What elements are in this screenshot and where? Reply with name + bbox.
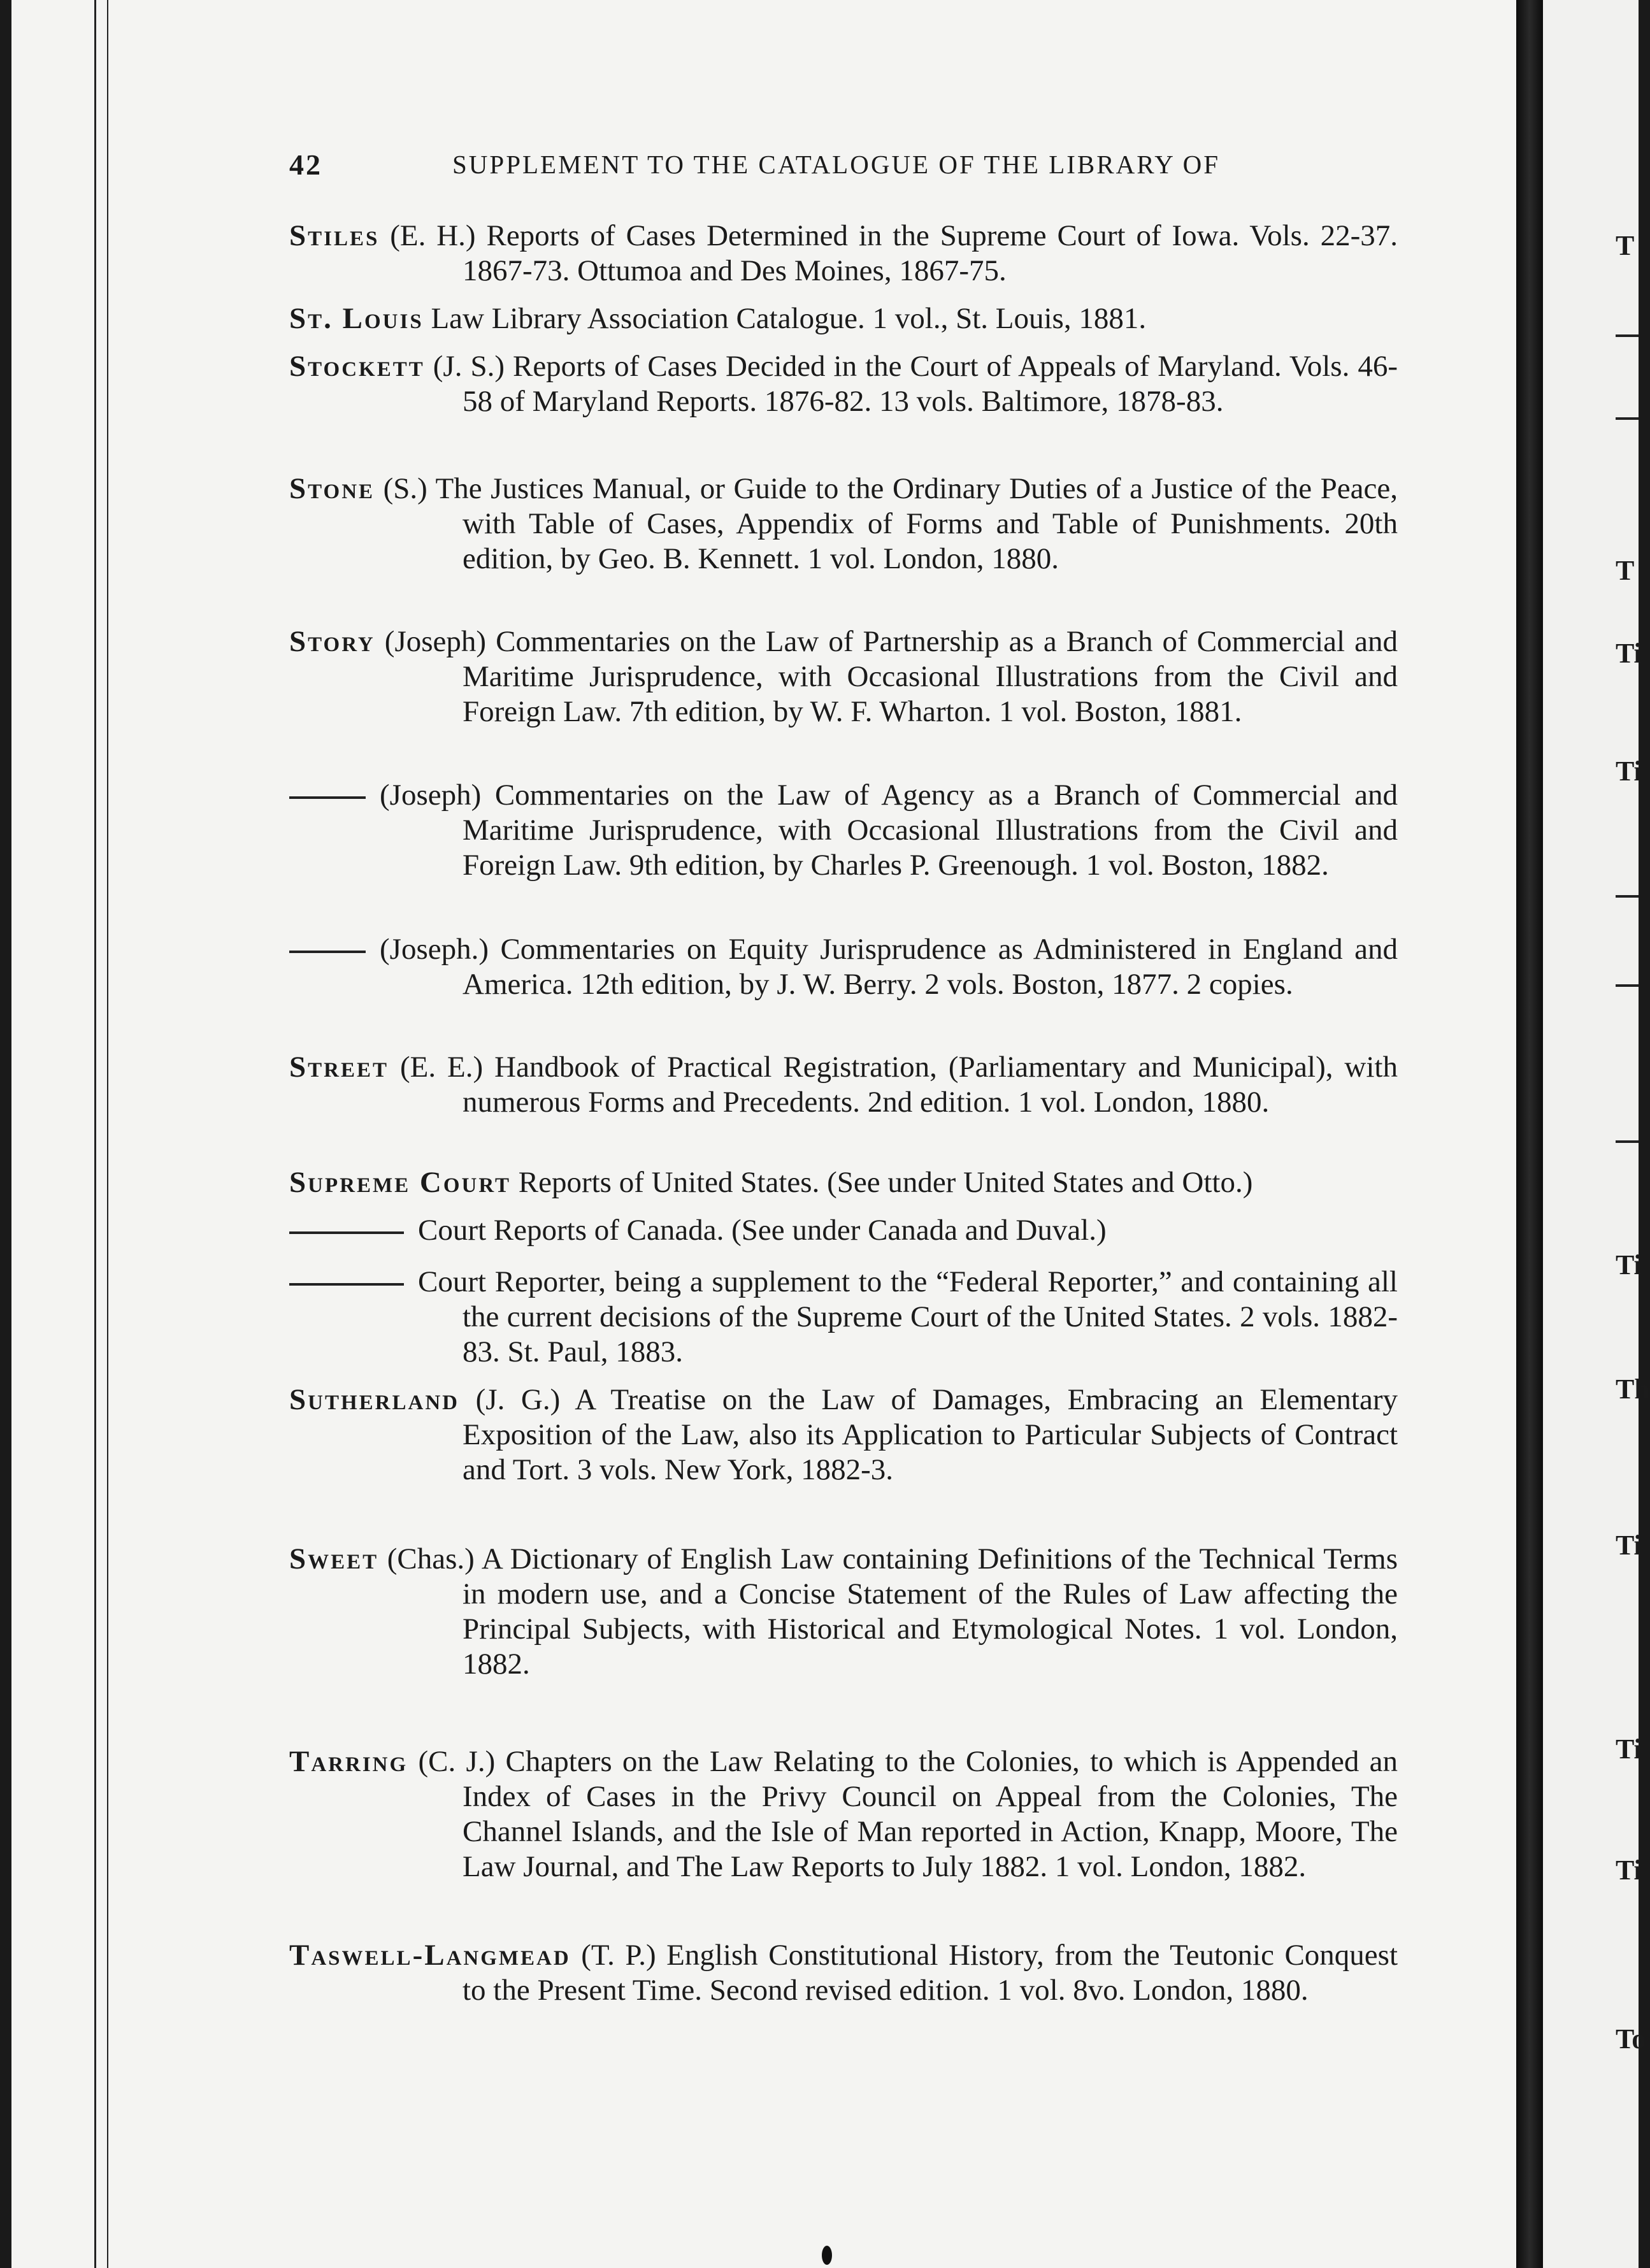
catalogue-entry bbox=[289, 1938, 1398, 2008]
facing-page-fragment: Ti bbox=[1616, 1530, 1642, 1561]
entry-text: Court Reporter, being a supplement to the “Federal Reporter,” and containing all the current decisions of the Supreme Court of the United States. 2 vols. 1882-83. St. Paul, 1883. bbox=[418, 1265, 1398, 1368]
facing-page-fragment: Ti bbox=[1616, 1855, 1642, 1886]
entry-text: (S.) The Justices Manual, or Guide to the Ordinary Duties of a Justice of the Peace, with Table of Cases, Appendix of Forms and Table of Punishments. 20th edition, by Geo. B. Kennett. 1 vol. London, 1880. bbox=[375, 472, 1398, 575]
facing-page-rule bbox=[1616, 1140, 1639, 1143]
catalogue-entry bbox=[289, 624, 1398, 729]
facing-page-fragment: Th bbox=[1616, 1374, 1650, 1405]
ink-smudge bbox=[822, 2246, 832, 2265]
page-edge-line bbox=[94, 0, 96, 2268]
facing-page-fragment: Ti bbox=[1616, 638, 1642, 669]
catalogue-entry bbox=[289, 1050, 1398, 1120]
entry-head: Story bbox=[289, 625, 375, 658]
catalogue-entry bbox=[289, 1213, 1398, 1248]
facing-page-fragment: Ti bbox=[1616, 1733, 1642, 1765]
entry-text: Reports of United States. (See under United States and Otto.) bbox=[511, 1166, 1253, 1199]
entry-text: (Joseph.) Commentaries on Equity Jurisprudence as Administered in England and America. 12th edition, by J. W. Berry. 2 vols. Boston, 1877. 2 copies. bbox=[380, 933, 1398, 1001]
entry-text: Law Library Association Catalogue. 1 vol., St. Louis, 1881. bbox=[423, 302, 1147, 335]
entry-head: Taswell-Langmead bbox=[289, 1939, 571, 1972]
facing-page-fragment: Ti bbox=[1616, 756, 1642, 787]
ditto-dash bbox=[289, 1231, 404, 1234]
entry-text: Court Reports of Canada. (See under Canada and Duval.) bbox=[418, 1214, 1107, 1247]
entry-text: (Joseph) Commentaries on the Law of Agency as a Branch of Commercial and Maritime Jurisprudence, with Occasional Illustrations from the Civil and Foreign Law. 9th edition, by Charles P. Greenough. 1 vol. Boston, 1882. bbox=[380, 779, 1398, 882]
ditto-dash bbox=[289, 1283, 404, 1286]
facing-page-fragment: T bbox=[1616, 230, 1635, 261]
ditto-dash bbox=[289, 951, 366, 953]
catalogue-entry bbox=[289, 1265, 1398, 1370]
ditto-dash bbox=[289, 796, 366, 799]
facing-page-rule bbox=[1616, 895, 1639, 898]
entry-head: St. Louis bbox=[289, 302, 424, 335]
catalogue-entry bbox=[289, 301, 1398, 336]
page-edge-line bbox=[107, 0, 108, 2268]
catalogue-entry bbox=[289, 1382, 1398, 1488]
catalogue-entry bbox=[289, 1542, 1398, 1682]
entry-head: Tarring bbox=[289, 1745, 408, 1778]
catalogue-entry bbox=[289, 1744, 1398, 1884]
entry-text: (E. E.) Handbook of Practical Registration, (Parliamentary and Municipal), with numerous Forms and Precedents. 2nd edition. 1 vol. London, 1880. bbox=[389, 1051, 1398, 1119]
entry-text: (J. S.) Reports of Cases Decided in the Court of Appeals of Maryland. Vols. 46-58 of Maryland Reports. 1876-82. 13 vols. Baltimore, 1878-83. bbox=[424, 350, 1398, 418]
entry-text: (Joseph) Commentaries on the Law of Partnership as a Branch of Commercial and Maritime Jurisprudence, with Occasional Illustrations from the Civil and Foreign Law. 7th edition, by W. F. Wharton. 1 vol. Boston, 1881. bbox=[375, 625, 1398, 728]
entry-head: Supreme Court bbox=[289, 1166, 512, 1199]
catalogue-entry bbox=[289, 471, 1398, 577]
facing-page-fragment: Ti bbox=[1616, 1249, 1642, 1281]
catalogue-entry bbox=[289, 349, 1398, 419]
running-head: SUPPLEMENT TO THE CATALOGUE OF THE LIBRARY OF bbox=[452, 150, 1221, 179]
entry-head: Street bbox=[289, 1051, 389, 1084]
facing-page-fragment: T bbox=[1616, 555, 1635, 586]
book-gutter bbox=[1516, 0, 1543, 2268]
catalogue-page bbox=[11, 0, 1516, 2268]
entry-text: (E. H.) Reports of Cases Determined in the Supreme Court of Iowa. Vols. 22-37. 1867-73. Ottumoa and Des Moines, 1867-75. bbox=[379, 219, 1398, 287]
catalogue-entry bbox=[289, 1165, 1398, 1200]
entry-text: (T. P.) English Constitutional History, from the Teutonic Conquest to the Present Time. Second revised edition. 1 vol. 8vo. London, 1880. bbox=[463, 1939, 1398, 2007]
facing-page-rule bbox=[1616, 334, 1639, 337]
entry-head: Stone bbox=[289, 472, 375, 505]
entry-head: Stockett bbox=[289, 350, 425, 383]
entry-head: Sweet bbox=[289, 1542, 379, 1575]
page-header bbox=[289, 148, 1449, 186]
facing-page bbox=[1543, 0, 1639, 2268]
facing-page-rule bbox=[1616, 984, 1639, 987]
entry-text: (Chas.) A Dictionary of English Law containing Definitions of the Technical Terms in modern use, and a Concise Statement of the Rules of Law affecting the Principal Subjects, with Historical and Etymological Notes. 1 vol. London, 1882. bbox=[378, 1542, 1398, 1681]
entry-head: Stiles bbox=[289, 219, 380, 252]
entry-text: (C. J.) Chapters on the Law Relating to the Colonies, to which is Appended an Index of Cases in the Privy Council on Appeal from the Colonies, The Channel Islands, and the Isle of Man reported in Action, Knapp, Moore, The Law Journal, and The Law Reports to July 1882. 1 vol. London, 1882. bbox=[408, 1745, 1398, 1883]
catalogue-entry bbox=[289, 778, 1398, 883]
page-number: 42 bbox=[289, 148, 322, 181]
entry-head: Sutherland bbox=[289, 1383, 459, 1416]
catalogue-entry bbox=[289, 932, 1398, 1002]
facing-page-rule bbox=[1616, 417, 1639, 420]
entry-text: (J. G.) A Treatise on the Law of Damages, Embracing an Elementary Exposition of the Law, also its Application to Particular Subjects of Contract and Tort. 3 vols. New York, 1882-3. bbox=[459, 1383, 1398, 1486]
catalogue-entry bbox=[289, 219, 1398, 289]
facing-page-fragment: To bbox=[1616, 2023, 1646, 2055]
